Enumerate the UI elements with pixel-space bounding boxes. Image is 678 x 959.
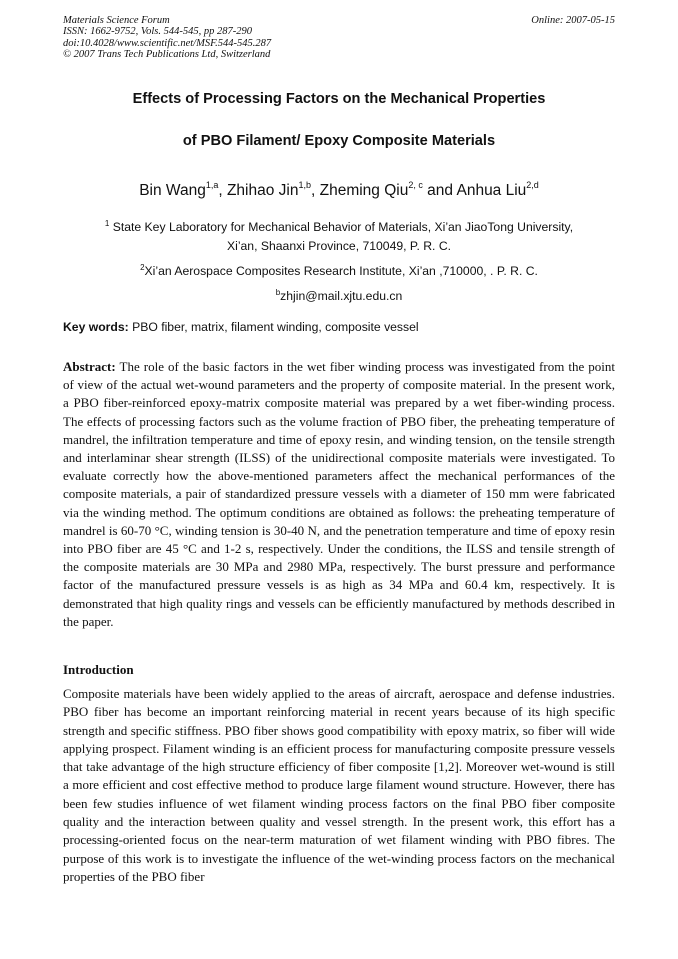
author-separator: , — [218, 182, 227, 199]
affiliation-1-line-1: State Key Laboratory for Mechanical Behavior of Materials, Xi’an JiaoTong University, — [109, 220, 574, 234]
author-name: Zhihao Jin — [226, 182, 299, 199]
keywords-text: PBO fiber, matrix, filament winding, composite vessel — [128, 320, 419, 334]
author-affiliation-mark: 1,a — [205, 180, 219, 190]
doi-line: doi:10.4028/www.scientific.net/MSF.544-545.287 — [63, 37, 272, 49]
journal-header — [63, 15, 615, 61]
online-date: Online: 2007-05-15 — [531, 15, 615, 26]
author-name: Bin Wang — [139, 182, 206, 199]
email-address: zhjin@mail.xjtu.edu.cn — [280, 289, 403, 303]
copyright-line: © 2007 Trans Tech Publications Ltd, Switzerland — [63, 49, 271, 61]
author-separator: and — [422, 182, 457, 199]
keywords-label: Key words: — [63, 320, 129, 334]
abstract-text: The role of the basic factors in the wet fiber winding process was investigated from the point of view of the actual wet-wound parameters and the property of composite material. In the present work, a PBO fiber-reinforced epoxy-matrix composite material was prepared by a wet fiber-winding process. The effects of processing factors such as the volume fraction of PBO fiber, the preheating temperature of mandrel, the infiltration temperature and time of epoxy resin, and winding tension, on the tensile strength and interlaminar shear strength (ILSS) of the unidirectional composite materials were investigated. To evaluate correctly how the above-mentioned parameters affect the mechanical performances of the composite materials, a pair of standardized pressure vessels with a diameter of 150 mm were fabricated via the winding method. The optimum conditions are obtained as follows: the preheating temperature of mandrel is 60-70 °C, winding tension is 30-40 N, and the penetration temperature and time of epoxy resin into PBO fiber are 45 °C and 1-2 s, respectively. Under the conditions, the ILSS and tensile strength of the composite materials are 30 MPa and 2980 MPa, respectively. The burst pressure and performance factor of the manufactured pressure vessels is as high as 34 MPa and 60.4 km, respectively. It is demonstrated that high quality rings and vessels can be efficiently manufactured by methods described in the paper. — [63, 359, 615, 629]
affiliation-1-mark: 1 — [104, 219, 110, 228]
author-affiliation-mark: 2, c — [408, 180, 423, 190]
author-affiliation-mark: 1,b — [298, 180, 311, 190]
introduction-heading: Introduction — [63, 662, 134, 677]
paper-title-line-2: of PBO Filament/ Epoxy Composite Materials — [182, 133, 496, 149]
keywords — [63, 320, 615, 334]
affiliation-1 — [40, 214, 638, 256]
author-affiliation-mark: 2,d — [526, 180, 539, 190]
affiliation-2 — [40, 258, 638, 281]
affiliation-2-text: Xi’an Aerospace Composites Research Institute, Xi’an ,710000, . P. R. C. — [144, 264, 538, 278]
journal-name: Materials Science Forum — [63, 15, 170, 26]
author-name: Anhua Liu — [456, 182, 527, 199]
email-mark: b — [275, 288, 281, 297]
affiliation-1-line-2: Xi’an, Shaanxi Province, 710049, P. R. C. — [226, 239, 452, 253]
author-name: Zheming Qiu — [319, 182, 409, 199]
affiliation-2-mark: 2 — [140, 263, 145, 272]
author-list — [40, 180, 638, 200]
introduction-text: Composite materials have been widely applied to the areas of aircraft, aerospace and defense industries. PBO fiber has become an important reinforcing material in recent years because of its high specific strength and specific stiffness. PBO fiber shows good compatibility with epoxy matrix, so fiber will wide applying prospect. Filament winding is an efficient process for manufacturing composite pressure vessels that take advantage of the high structure efficiency of fiber composite [1,2]. Moreover wet-wound is still a more efficient and cost effective method to produce large filament wound structure. However, there has been few studies influence of wet filament winding process factors on the final PBO fiber composite quality and the interaction between quality and vessel strength. In the present work, this effort has a processing-oriented focus on the near-term maturation of wet filament winding with PBO fibres. The purpose of this work is to investigate the influence of the wet-winding process factors on the mechanical properties of the PBO fiber — [63, 686, 615, 884]
issn-line: ISSN: 1662-9752, Vols. 544-545, pp 287-290 — [63, 26, 252, 38]
contact-email — [40, 283, 638, 306]
abstract-label: Abstract: — [63, 359, 116, 374]
author-separator: , — [310, 182, 320, 199]
paper-title-line-1: Effects of Processing Factors on the Mechanical Properties — [132, 91, 546, 107]
abstract — [63, 358, 615, 631]
